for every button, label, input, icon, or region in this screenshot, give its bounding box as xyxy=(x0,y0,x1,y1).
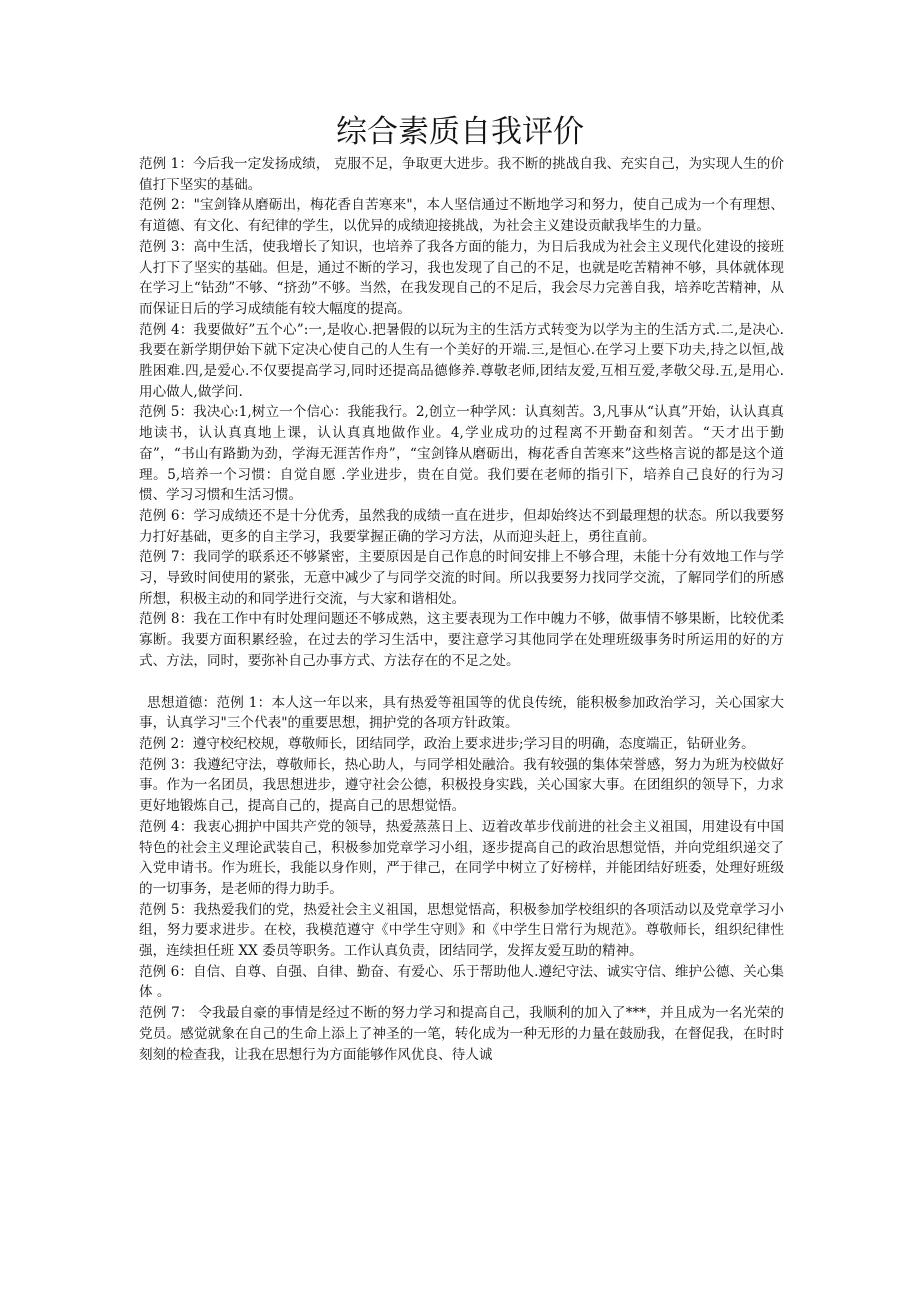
example-paragraph: 范例 1：今后我一定发扬成绩， 克服不足，争取更大进步。我不断的挑战自我、充实自己，为实现人生的价值打下坚实的基础。 xyxy=(139,156,784,193)
section-heading-paragraph: 思想道德：范例 1：本人这一年以来，具有热爱等祖国等的优良传统，能积极参加政治学习，关心国家大事，认真学习"三个代表"的重要思想，拥护党的各项方针政策。 xyxy=(139,694,784,732)
example-paragraph: 范例 2："宝剑锋从磨砺出，梅花香自苦寒来"，本人坚信通过不断地学习和努力，使自己成为一个有理想、有道德、有文化、有纪律的学生，以优异的成绩迎接挑战，为社会主义建设贡献我毕生的力量。 xyxy=(139,197,784,235)
example-paragraph: 范例 7： 令我最自豪的事情是经过不断的努力学习和提高自己，我顺利的加入了***，并且成为一名光荣的党员。感觉就象在自己的生命上添上了神圣的一笔，转化成为一种无形的力量在鼓励我，在督促我，在时时刻刻的检查我，让我在思想行为方面能够作风优良、待人诚 xyxy=(139,1005,784,1063)
section-spacer xyxy=(139,672,784,693)
example-paragraph: 范例 5：我热爱我们的党，热爱社会主义祖国，思想觉悟高，积极参加学校组织的各项活动以及党章学习小组，努力要求进步。在校，我模范遵守《中学生守则》和《中学生日常行为规范》。尊敬师长，组织纪律性强，连续担任班 XX 委员等职务。工作认真负责，团结同学，发挥友爱互助的精神。 xyxy=(139,901,784,960)
example-paragraph: 范例 8：我在工作中有时处理问题还不够成熟，这主要表现为工作中魄力不够，做事情不够果断，比较优柔寡断。我要方面积累经验，在过去的学习生活中，要注意学习其他同学在处理班级事务时所运用的好的方式、方法，同时，要弥补自己办事方式、方法存在的不足之处。 xyxy=(139,611,784,669)
example-paragraph: 范例 3：高中生活，使我增长了知识，也培养了我各方面的能力，为日后我成为社会主义现代化建设的接班人打下了坚实的基础。但是，通过不断的学习，我也发现了自己的不足，也就是吃苦精神不够，具体就体现在学习上“钻劲”不够、“挤劲”不够。当然，在我发现自己的不足后，我会尽力完善自我，培养吃苦精神，从而保证日后的学习成绩能有较大幅度的提高。 xyxy=(139,238,784,317)
example-paragraph: 范例 6：自信、自尊、自强、自律、勤奋、有爱心、乐于帮助他人.遵纪守法、诚实守信、维护公德、关心集体 。 xyxy=(139,963,784,1001)
example-paragraph: 范例 5：我决心:1,树立一个信心：我能我行。2,创立一种学风：认真刻苦。3,凡事从“认真”开始，认认真真地读书，认认真真地上课，认认真真地做作业。4,学业成功的过程离不开勤奋和刻苦。“天才出于勤奋”，“书山有路勤为劲，学海无涯苦作舟”，“宝剑锋从磨砺出，梅花香自苦寒来”这些格言说的都是这个道理。5,培养一个习惯：自觉自愿 .学业进步，贵在自觉。我们要在老师的指引下，培养自己良好的行为习惯、学习习惯和生活习惯。 xyxy=(139,404,784,504)
example-paragraph: 范例 4：我衷心拥护中国共产党的领导，热爱蒸蒸日上、迈着改革步伐前进的社会主义祖国，用建设有中国特色的社会主义理论武装自己，积极参加党章学习小组，逐步提高自己的政治思想觉悟，并向党组织递交了入党申请书。作为班长，我能以身作则，严于律己，在同学中树立了好榜样，并能团结好班委，处理好班级的一切事务，是老师的得力助手。 xyxy=(139,818,784,897)
document-body xyxy=(139,154,784,1065)
example-paragraph: 范例 2：遵守校纪校规，尊敬师长，团结同学，政治上要求进步;学习目的明确，态度端正，钻研业务。 xyxy=(139,735,755,752)
example-paragraph: 范例 3：我遵纪守法，尊敬师长，热心助人，与同学相处融洽。我有较强的集体荣誉感，努力为班为校做好事。作为一名团员，我思想进步，遵守社会公德，积极投身实践，关心国家大事。在团组织的领导下，力求更好地锻炼自己，提高自己的，提高自己的思想觉悟。 xyxy=(139,756,784,815)
page-title: 综合素质自我评价 xyxy=(336,114,584,150)
example-paragraph: 范例 7：我同学的联系还不够紧密，主要原因是自己作息的时间安排上不够合理，未能十分有效地工作与学习，导致时间使用的紧张，无意中减少了与同学交流的时间。所以我要努力找同学交流，了解同学们的所感所想，积极主动的和同学进行交流，与大家和谐相处。 xyxy=(139,549,784,607)
example-paragraph: 范例 4：我要做好”五个心”:一,是收心.把暑假的以玩为主的生活方式转变为以学为主的生活方式.二,是决心.我要在新学期伊始下就下定决心使自己的人生有一个美好的开端.三,是恒心.在学习上要下功夫,持之以恒,战胜困难.四,是爱心.不仅要提高学习,同时还提高品德修养.尊敬老师,团结友爱,互相互爱,孝敬父母.五,是用心.用心做人,做学问. xyxy=(139,321,784,400)
example-paragraph: 范例 6：学习成绩还不是十分优秀，虽然我的成绩一直在进步，但却始终达不到最理想的状态。所以我要努力打好基础，更多的自主学习，我要掌握正确的学习方法，从而迎头赶上，勇往直前。 xyxy=(139,507,784,545)
